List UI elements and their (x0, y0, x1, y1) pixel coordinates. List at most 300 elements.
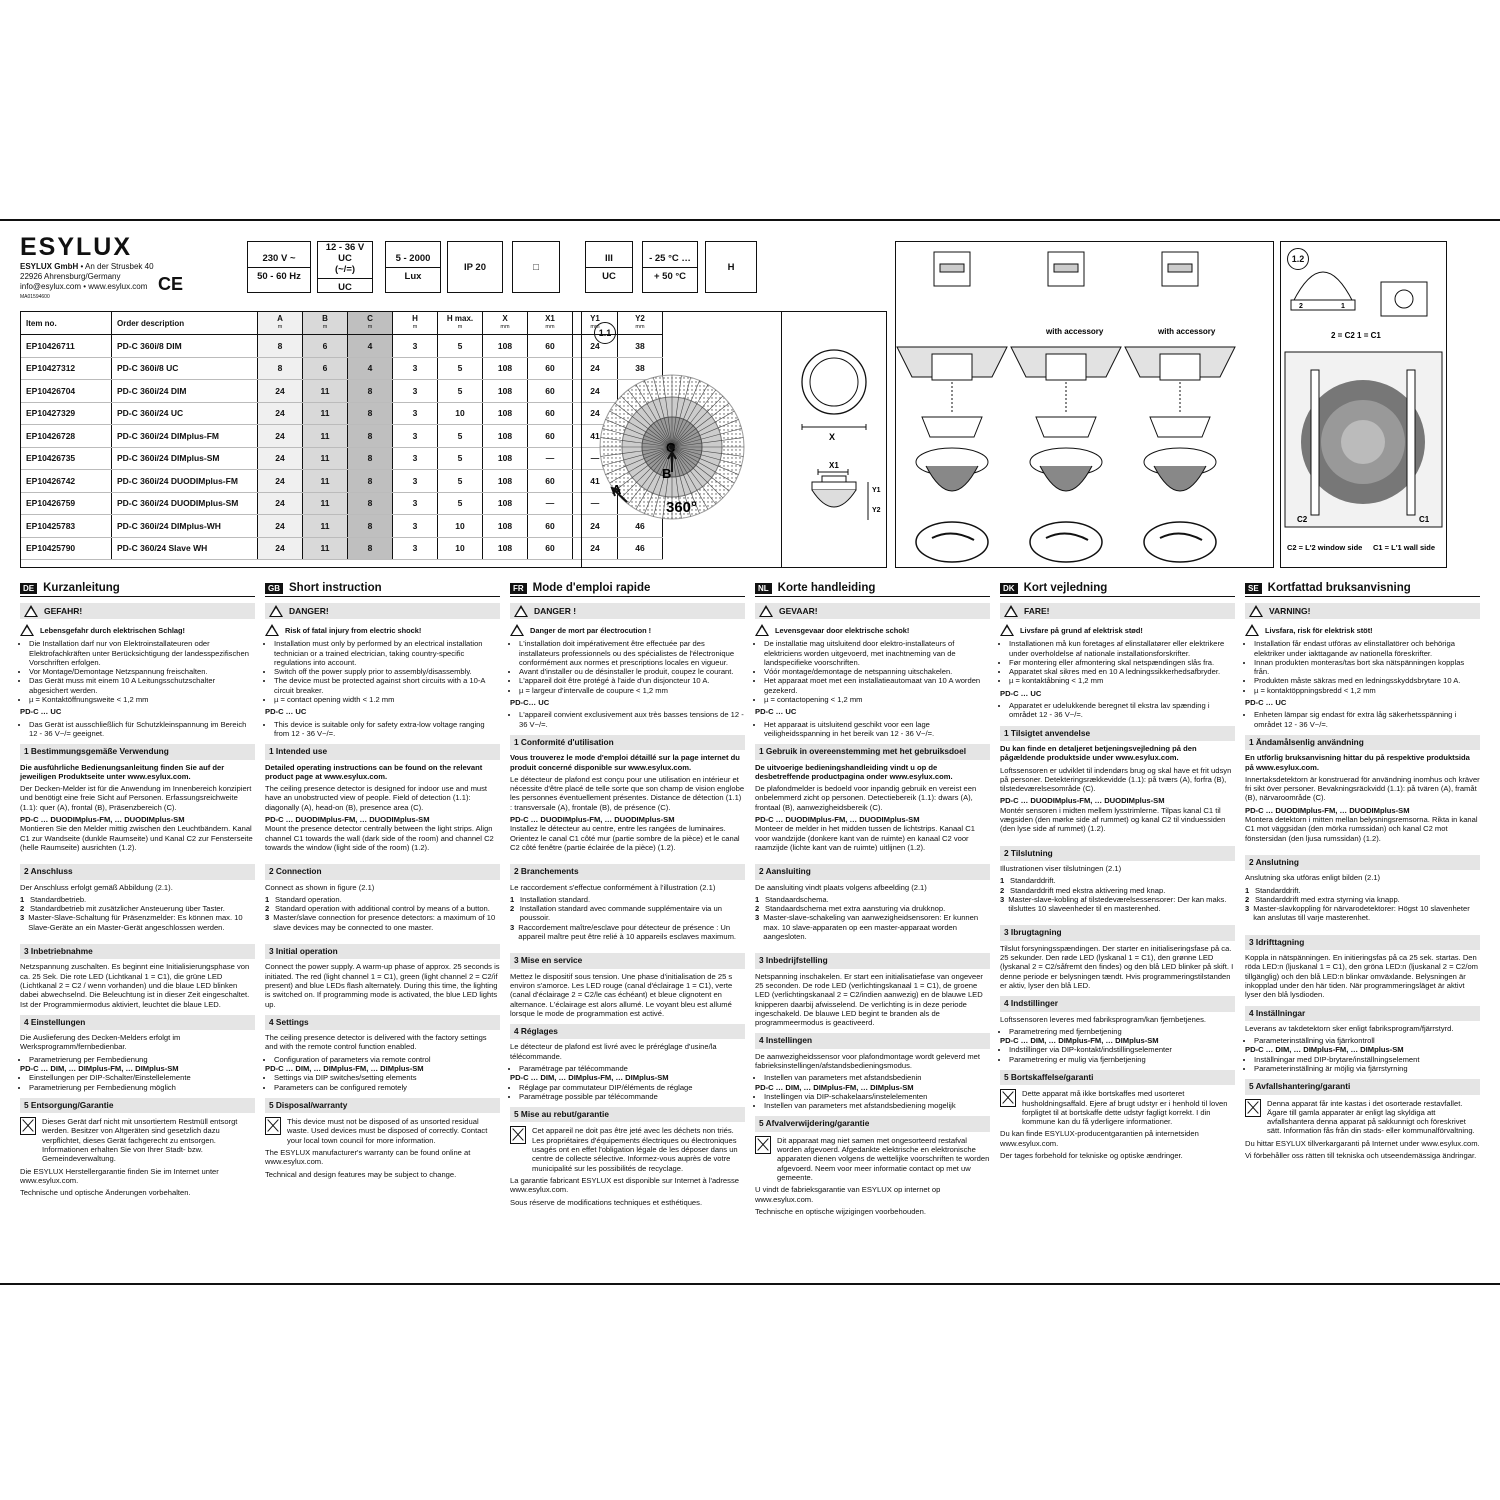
table-cell: 24 (258, 470, 303, 493)
warning-icon (24, 605, 38, 617)
table-cell: EP10426728 (21, 425, 112, 448)
instruction-sheet (0, 219, 1500, 1285)
section-2-text: Der Anschluss erfolgt gemäß Abbildung (2.1). (20, 882, 173, 892)
table-cell: PD-C 360i/24 DIMplus-WH (112, 515, 258, 538)
danger-header (265, 603, 500, 619)
list-item: • µ = contactopening < 1,2 mm (764, 695, 990, 704)
section-3-text: Netspanning inschakelen. Er start een initialisatiefase van ongeveer 25 seconden. De rode LED (verlichtingskanaal 1 = C1), de groene LED (verlichtingskanaal 2 = C2/indien aanwezig) en de blauwe LED knipperen daarbij afwisselend. De verlichting is in deze periode ingeschakeld. De blauwe LED begint te branden als de programmeermodus is geactiveerd. (755, 971, 983, 1028)
column-fr (510, 583, 745, 1273)
item-number: 1 (265, 894, 270, 904)
list-item: • L'installation doit impérativement être effectuée par des installateurs professionnels ou des spécialistes de l'électronique conformément aux normes et prescriptions locales en vigueur. (519, 639, 745, 667)
list-item: • Paramétrage par télécommande (519, 1064, 745, 1073)
table-cell: 11 (303, 402, 348, 425)
item-text: Installation standard avec commande supplémentaire via un poussoir. (519, 904, 722, 923)
sensor-n2: 2 (1299, 303, 1303, 310)
list-item: • Parameterinställning är möjlig via fjärrstyrning (1254, 1064, 1480, 1073)
item-text: Standard operation. (275, 894, 342, 904)
section-1-text: The ceiling presence detector is designed for indoor use and must have an unobstructed view of people. Field of detection (1.1): diagonally (A), head-on (B), presence area (C). (265, 784, 488, 812)
table-cell: 24 (573, 402, 618, 425)
section-1-text: Innertaksdetektorn är konstruerad för användning inomhus och kräver fri sikt över personer. Bevakningsräckvidd (1.1): på tvären (A), framåt (B), närvaroområde (C). (1245, 774, 1480, 803)
table-cell: 108 (483, 537, 528, 560)
section-4-label: PD-C … DIM, … DIMplus-FM, … DIMplus-SM (265, 1063, 424, 1073)
table-cell: 108 (483, 492, 528, 515)
sensor-n1: 1 (1341, 303, 1345, 310)
col-header (21, 312, 112, 335)
table-cell: 24 (258, 402, 303, 425)
list-item: • Produkten måste säkras med en ledningsskyddsbrytare 10 A. (1254, 676, 1480, 685)
section-1-text: De plafondmelder is bedoeld voor inpandig gebruik en vereist een onbelemmerd zicht op personen. Detectiebereik (1.1): dwars (A), frontaal (B), aanwezigheidsbereik (C). (755, 784, 977, 812)
table-cell: 60 (528, 537, 573, 560)
section-4-list (265, 1055, 500, 1064)
column-nl (755, 583, 990, 1273)
uc-list (20, 720, 255, 739)
item-number: 1 (510, 894, 515, 904)
section-5-text2: La garantie fabricant ESYLUX est disponible sur Internet à l'adresse www.esylux.com. (510, 1175, 739, 1195)
list-item: • Instellingen via DIP-schakelaars/instelelementen (764, 1092, 990, 1101)
table-cell: 5 (438, 425, 483, 448)
mount-box-2 (1160, 354, 1200, 380)
section-4-heading: 4 Inställningar (1245, 1006, 1480, 1021)
table-cell: 60 (528, 357, 573, 380)
col-header-unit: m (412, 324, 418, 330)
section-1-label: PD-C … DUODIMplus-FM, … DUODIMplus-SM (265, 815, 430, 825)
column-dk (1000, 583, 1235, 1273)
electric-warning-icon (755, 624, 769, 636)
warning-text: Danger de mort par électrocution ! (530, 625, 652, 635)
table-row (21, 335, 663, 358)
section-5-heading: 5 Mise au rebut/garantie (510, 1107, 745, 1122)
item-text: Raccordement maître/esclave pour détecteur de présence : Un appareil maître peut être relié à 10 appareils esclaves maximum. (518, 922, 737, 942)
col-header-unit: m (367, 324, 373, 330)
col-header-label: Order description (117, 318, 185, 328)
section-5-heading: 5 Disposal/warranty (265, 1098, 500, 1113)
table-cell: 3 (393, 492, 438, 515)
table-cell: EP10426742 (21, 470, 112, 493)
crossed-bin-icon (1245, 1099, 1261, 1117)
language-code: DE (20, 583, 37, 594)
warning-text: Livsfara, risk för elektrisk stöt! (1265, 625, 1373, 635)
table-cell: 60 (528, 335, 573, 358)
section-3-heading: 3 Ibrugtagning (1000, 925, 1235, 940)
uc-list (755, 720, 990, 739)
column-header (1000, 583, 1235, 597)
warning-text: Lebensgefahr durch elektrischen Schlag! (40, 625, 185, 635)
section-1-heading: 1 Tilsigtet anvendelse (1000, 726, 1235, 741)
section-2-heading: 2 Tilslutning (1000, 846, 1235, 861)
list-item: • Enheten lämpar sig endast för extra låg säkerhetsspänning i området 12 - 36 V~/=. (1254, 710, 1480, 729)
section-4-heading: 4 Indstillinger (1000, 996, 1235, 1011)
table-cell: 5 (438, 470, 483, 493)
cover-ring-2 (1144, 522, 1216, 562)
list-item (265, 904, 500, 913)
col-header-label: Y1 (590, 314, 600, 323)
spec-top: 12 - 36 V UC (325, 241, 365, 264)
table-cell: 5 (438, 447, 483, 470)
table-cell: PD-C 360i/24 DUODIMplus-FM (112, 470, 258, 493)
list-item: • Switch off the power supply prior to assembly/disassembly. (274, 667, 500, 676)
table-cell: 24 (258, 537, 303, 560)
section-2-text: Illustrationen viser tilslutningen (2.1) (1000, 863, 1122, 873)
crossed-bin-icon (20, 1117, 36, 1135)
section-5-text3: Technical and design features may be subject to change. (265, 1169, 457, 1179)
danger-header (510, 603, 745, 619)
col-header-label: A (277, 314, 283, 323)
list-item: • Før montering eller afmontering skal netspændingen slås fra. (1009, 658, 1235, 667)
table-cell: 11 (303, 537, 348, 560)
item-text: Standaardschema met extra aansturing via drukknop. (765, 904, 946, 914)
table-cell: 108 (483, 335, 528, 358)
table-row (21, 447, 663, 470)
danger-header (1000, 603, 1235, 619)
col-header-label: X (502, 314, 508, 323)
item-text: Master-slave-schakeling van aanwezigheidsensoren: Er kunnen max. 10 slave-apparaten op een master-apparaat worden aangesloten. (763, 913, 979, 942)
table-cell: 11 (303, 470, 348, 493)
item-text: Master/slave connection for presence detectors: a maximum of 10 slave devices may be connected to one master. (273, 913, 496, 932)
section-4-text: Leverans av takdetektorn sker enligt fabriksprogram/fjärrstyrd. (1245, 1023, 1454, 1033)
col-header (303, 312, 348, 335)
spec-bottom: + 50 °C (643, 267, 697, 282)
detection-range-diagram (582, 312, 782, 567)
column-header (1245, 583, 1480, 597)
section-2-heading: 2 Connection (265, 864, 500, 879)
section-1-text2: Mount the presence detector centrally between the light strips. Align channel C1 towards the wall (dark side of the room) and channel C2 towards the window (light side of the room) (1.2). (265, 824, 494, 852)
section-5-text3: Technische en optische wijzigingen voorbehouden. (755, 1206, 926, 1216)
table-row (21, 492, 663, 515)
spec-box-1 (317, 241, 373, 293)
section-1-heading: 1 Intended use (265, 744, 500, 759)
spec-top: H (727, 261, 735, 273)
item-text: Standarddrift med ekstra aktivering med knap. (1010, 885, 1166, 895)
table-cell: PD-C 360i/8 DIM (112, 335, 258, 358)
col-header-unit: mm (590, 324, 600, 330)
table-cell: 8 (348, 402, 393, 425)
warning-icon (269, 605, 283, 617)
section-4-label: PD-C … DIM, … DIMplus-FM, … DIMplus-SM (510, 1073, 669, 1083)
safety-list (20, 639, 255, 704)
table-cell: 108 (483, 447, 528, 470)
table-cell: PD-C 360i/24 DUODIMplus-SM (112, 492, 258, 515)
col-header (112, 312, 258, 335)
spec-mid: (~/=) (334, 263, 356, 275)
language-columns (20, 583, 1480, 1273)
section-1-heading: 1 Gebruik in overeenstemming met het gebruiksdoel (755, 744, 990, 759)
label-360: 360° (666, 499, 698, 516)
city: 22926 Ahrensburg/Germany (20, 272, 121, 281)
section-5-heading: 5 Afvalverwijdering/garantie (755, 1116, 990, 1131)
item-number: 3 (755, 913, 760, 923)
item-number: 1 (1245, 885, 1250, 895)
item-text: Standaardschema. (765, 894, 829, 904)
dimension-diagram (781, 312, 887, 567)
section-5-text: Dette apparat må ikke bortskaffes med usorteret husholdningsaffald. Ejere af brugt udstyr er i henhold til loven forpligtet til at bortskaffe dette udstyr fagligt korrekt. I din kommune kan du få yderligere informationer. (1022, 1089, 1228, 1127)
table-cell: 24 (573, 380, 618, 403)
section-2-text: Le raccordement s'effectue conformément à l'illustration (2.1) (510, 882, 716, 892)
uc-label: PD-C … UC (20, 707, 62, 717)
section-5-text: Dit apparaat mag niet samen met ongesorteerd restafval worden afgevoerd. Afgedankte elektrische en elektronische apparaten dienen volgens de wettelijke voorschriften te worden afgevoerd. Neem voor meer informatie contact op met uw gemeente. (777, 1135, 990, 1182)
table-cell: 24 (258, 380, 303, 403)
label-c: C (666, 440, 676, 455)
column-se (1245, 583, 1480, 1273)
section-5-text3: Technische und optische Änderungen vorbehalten. (20, 1188, 191, 1198)
cover-ring-0 (916, 522, 988, 562)
spec-box-5 (585, 241, 633, 293)
danger-label: GEVAAR! (779, 605, 818, 616)
table-cell: 4 (348, 335, 393, 358)
section-4-text: Die Auslieferung des Decken-Melders erfolgt im Werksprogramm/fernbedienbar. (20, 1033, 181, 1052)
table-cell: 8 (348, 447, 393, 470)
disposal-block (755, 1136, 990, 1182)
table-cell: 8 (348, 425, 393, 448)
section-5-text: Dieses Gerät darf nicht mit unsortiertem Restmüll entsorgt werden. Besitzer von Altgeräten sind gesetzlich dazu verpflichtet, dieses Gerät fachgerecht zu entsorgen. Informationen erhalten Sie von Ihrer Stadt- bzw. Gemeindeverwaltung. (42, 1117, 238, 1164)
table-row (21, 425, 663, 448)
section-4-label: PD-C … DIM, … DIMplus-FM, … DIMplus-SM (20, 1063, 179, 1073)
section-4-list (20, 1055, 255, 1064)
mounting-figures (895, 241, 1274, 568)
table-row (21, 515, 663, 538)
electric-warning-icon (20, 624, 34, 636)
uc-label: PD-C … UC (1000, 688, 1042, 698)
item-number: 3 (1000, 894, 1005, 904)
col-header (438, 312, 483, 335)
spec-table (21, 312, 663, 560)
table-cell: 24 (573, 357, 618, 380)
item-text: Master-slave-kobling af tilstedeværelsessensorer: Der kan maks. tilsluttes 10 slaveenheder til en masterenhed. (1008, 894, 1227, 914)
table-cell: 11 (303, 515, 348, 538)
section-1-bold: En utförlig bruksanvisning hittar du på respektive produktsida på www.esylux.com. (1245, 753, 1470, 772)
item-text: Master-Slave-Schaltung für Präsenzmelder: Es können max. 10 Slave-Geräte an ein Master-Gerät angeschlossen werden. (28, 913, 243, 932)
doc-number: MA01594600 (20, 294, 50, 300)
section-5-text2: U vindt de fabrieksgarantie van ESYLUX op internet op www.esylux.com. (755, 1185, 941, 1204)
item-text: Standardbetrieb mit zusätzlicher Ansteuerung über Taster. (30, 904, 225, 914)
table-cell: PD-C 360/24 Slave WH (112, 537, 258, 560)
table-cell: 4 (348, 357, 393, 380)
table-cell: PD-C 360i/24 UC (112, 402, 258, 425)
table-cell: 8 (258, 335, 303, 358)
figure-badge-1-2: 1.2 (1287, 248, 1309, 270)
list-item: • Das Gerät muss mit einem 10 A Leitungsschutzschalter abgesichert werden. (29, 676, 255, 695)
list-item: • Inställningar med DIP-brytare/inställningselement (1254, 1055, 1480, 1064)
warning-text: Risk of fatal injury from electric shock! (285, 625, 422, 635)
language-code: SE (1245, 583, 1262, 594)
table-cell: 3 (393, 515, 438, 538)
uc-list (1245, 710, 1480, 729)
col-header (258, 312, 303, 335)
label-a: A (612, 482, 622, 497)
language-code: NL (755, 583, 772, 594)
col-header-label: X1 (545, 314, 555, 323)
language-code: FR (510, 583, 527, 594)
section-5-text3: Der tages forbehold for tekniske og optiske ændringer. (1000, 1151, 1183, 1161)
section-1-heading: 1 Bestimmungsgemäße Verwendung (20, 744, 255, 759)
section-2-text: De aansluiting vindt plaats volgens afbeelding (2.1) (755, 882, 927, 892)
table-cell: 24 (258, 492, 303, 515)
list-item: • Installation får endast utföras av elinstallatörer och behöriga elektriker under iakttagande av nationella föreskrifter. (1254, 639, 1480, 658)
section-4-list-2 (20, 1073, 255, 1092)
section-1-heading: 1 Ändamålsenlig användning (1245, 735, 1480, 750)
disposal-block (20, 1117, 255, 1163)
table-cell: — (573, 447, 618, 470)
warning-text: Levensgevaar door elektrische schok! (775, 625, 910, 635)
table-cell: 38 (618, 335, 663, 358)
table-cell: 24 (573, 537, 618, 560)
section-5-text: Denna apparat får inte kastas i det osorterade restavfallet. Ägare till gamla apparater är enligt lag skyldiga att avfallshantera denna apparat på sakkunnigt och föreskrivet sätt. Information fås från din stads- eller kommunalförvaltning. (1267, 1098, 1475, 1136)
col-header-unit: m (277, 324, 283, 330)
section-5-heading: 5 Avfallshantering/garanti (1245, 1079, 1480, 1094)
section-1-bold: Die ausführliche Bedienungsanleitung finden Sie auf der jeweiligen Produktseite unter www.esylux.com. (20, 762, 225, 781)
uc-list (265, 720, 500, 739)
col-header (348, 312, 393, 335)
sensor-lens-0 (926, 466, 978, 491)
uc-label: PD-C … UC (755, 707, 797, 717)
ce-mark: CE (158, 274, 184, 294)
list-item: • Avant d'installer ou de désinstaller le produit, coupez le courant. (519, 667, 745, 676)
table-cell: EP10425790 (21, 537, 112, 560)
section-2-heading: 2 Aansluiting (755, 864, 990, 879)
col-header-label: H (412, 314, 418, 323)
list-item: • Das Gerät ist ausschließlich für Schutzkleinspannung im Bereich 12 - 36 V~/= geeignet. (29, 720, 255, 739)
table-cell: PD-C 360i/24 DIMplus-FM (112, 425, 258, 448)
spec-box-3 (447, 241, 503, 293)
table-cell: 24 (258, 425, 303, 448)
section-4-list-2 (510, 1083, 745, 1102)
list-item (755, 913, 990, 941)
item-number: 2 (1245, 894, 1250, 904)
section-4-text: The ceiling presence detector is delivered with the factory settings and with the remote control function enabled. (265, 1033, 487, 1052)
uc-label: PD-C … UC (265, 707, 307, 717)
item-text: Master-slavkoppling för närvarodetektorer: Högst 10 slavenheter kan anslutas till varje masterenhet. (1253, 904, 1470, 923)
list-item: • Parametrierung per Fernbedienung möglich (29, 1083, 255, 1092)
list-item (20, 904, 255, 913)
table-cell: 3 (393, 447, 438, 470)
list-item: • Paramétrage possible par télécommande (519, 1092, 745, 1101)
section-1-label: PD-C … DUODIMplus-FM, … DUODIMplus-SM (510, 815, 675, 825)
company-address (20, 262, 220, 292)
col-header (393, 312, 438, 335)
list-item: • Installation must only by performed by an electrical installation technician or a trained electrician, taking country-specific regulations into account. (274, 639, 500, 667)
section-1-text: Der Decken-Melder ist für die Anwendung im Innenbereich konzipiert und benötigt eine freie Sicht auf Personen. Erfassungsreichweite (1.1): quer (A), frontal (B), Präsenzbereich (C). (20, 784, 252, 812)
table-cell: 3 (393, 335, 438, 358)
section-3-text: Connect the power supply. A warm-up phase of approx. 25 seconds is initiated. The red (light channel 1 = C1), green (light channel 2 = C2/if present) and blue LEDs flash alternately. During this time, the lighting is switched on. If programming mode is activated, the blue LED lights up. (265, 962, 500, 1009)
list-item: • Configuration of parameters via remote control (274, 1055, 500, 1064)
crossed-bin-icon (755, 1136, 771, 1154)
section-1-text2: Monteer de melder in het midden tussen de lichtstrips. Kanaal C1 voor wandzijde (donkere kant van de ruimte) en kanaal C2 voor raamzijde (lichte kant van de ruimte) uitlijnen (1.2). (755, 824, 975, 852)
dim-x: X (829, 432, 836, 442)
table-cell: 60 (528, 470, 573, 493)
figure-1-2 (1280, 241, 1447, 568)
spec-bottom: Lux (386, 267, 440, 282)
spec-box-6 (642, 241, 698, 293)
section-2-text: Connect as shown in figure (2.1) (265, 882, 375, 892)
col-header-unit: m (457, 324, 463, 330)
section-4-label: PD-C … DIM, … DIMplus-FM, … DIMplus-SM (1000, 1036, 1159, 1046)
table-cell: — (528, 492, 573, 515)
list-item: • Einstellungen per DIP-Schalter/Einstellelemente (29, 1073, 255, 1082)
mount-box-1 (1046, 354, 1086, 380)
table-cell: 60 (528, 380, 573, 403)
list-item: • µ = contact opening width < 1.2 mm (274, 695, 500, 704)
safety-list (1245, 639, 1480, 695)
section-1-heading: 1 Conformité d'utilisation (510, 735, 745, 750)
spec-table-box (20, 311, 887, 568)
section-5-text: This device must not be disposed of as unsorted residual waste. Used devices must be disposed of correctly. Contact your local town council for more information. (287, 1117, 488, 1145)
table-cell: 6 (303, 357, 348, 380)
section-4-list (1245, 1036, 1480, 1045)
section-1-label: PD-C … DUODIMplus-FM, … DUODIMplus-SM (1245, 805, 1410, 815)
safety-list (1000, 639, 1235, 685)
warning-icon (514, 605, 528, 617)
column-header (265, 583, 500, 597)
table-cell: 108 (483, 425, 528, 448)
contact: info@esylux.com • www.esylux.com (20, 282, 148, 291)
disposal-block (1245, 1099, 1480, 1136)
list-item (1245, 886, 1480, 895)
section-3-heading: 3 Inbedrijfstelling (755, 953, 990, 968)
table-cell: EP10426704 (21, 380, 112, 403)
list-item: • Instellen van parameters met afstandsbediening mogelijk (764, 1101, 990, 1110)
section-4-text: De aanwezigheidssensor voor plafondmontage wordt geleverd met fabrieksinstellingen/afstandsbedieningsmodus. (755, 1051, 980, 1070)
table-cell: 8 (348, 470, 393, 493)
table-cell: 24 (573, 515, 618, 538)
disposal-block (510, 1126, 745, 1172)
section-3-heading: 3 Mise en service (510, 953, 745, 968)
item-number: 2 (755, 904, 760, 914)
shock-warning (1000, 624, 1235, 636)
legend-window-side: C2 = L'2 window side (1287, 543, 1363, 552)
danger-header (1245, 603, 1480, 619)
column-title: Short instruction (289, 582, 382, 594)
col-header-unit: mm (500, 324, 510, 330)
spec-bottom: UC (586, 267, 632, 282)
table-cell: 24 (258, 515, 303, 538)
item-text: Installation standard. (520, 894, 591, 904)
item-text: Standardbetrieb. (30, 894, 87, 904)
table-cell: 11 (303, 492, 348, 515)
item-text: Standarddrift. (1255, 885, 1301, 895)
table-cell: 3 (393, 470, 438, 493)
danger-header (755, 603, 990, 619)
table-cell: EP10426759 (21, 492, 112, 515)
col-header (483, 312, 528, 335)
section-4-heading: 4 Instellingen (755, 1033, 990, 1048)
section-1-text2: Installez le détecteur au centre, entre les rangées de luminaires. Orientez le canal C1 côté mur (partie sombre de la pièce) et le canal C2 côté fenêtre (partie éclairée de la pièce) (1.2). (510, 824, 740, 852)
table-cell: 5 (438, 492, 483, 515)
section-4-label: PD-C … DIM, … DIMplus-FM, … DIMplus-SM (1245, 1045, 1404, 1055)
column-title: Kurzanleitung (43, 582, 120, 594)
item-number: 2 (265, 904, 270, 914)
table-cell: 10 (438, 537, 483, 560)
list-item: • µ = kontaktöppningsbredd < 1,2 mm (1254, 686, 1480, 695)
section-4-text: Le détecteur de plafond est livré avec le préréglage d'usine/la télécommande. (510, 1042, 717, 1061)
section-4-list-2 (265, 1073, 500, 1092)
spec-top: - 25 °C … (649, 252, 691, 264)
section-2-text: Anslutning ska utföras enligt bilden (2.1) (1245, 873, 1381, 883)
column-de (20, 583, 255, 1273)
list-item (1000, 876, 1235, 885)
list-item: • Parameterinställning via fjärrkontroll (1254, 1036, 1480, 1045)
section-1-label: PD-C … DUODIMplus-FM, … DUODIMplus-SM (20, 815, 185, 825)
column-title: Korte handleiding (777, 582, 876, 594)
figure-badge-1-1: 1.1 (594, 322, 616, 344)
safety-list (265, 639, 500, 704)
item-number: 2 (20, 904, 25, 914)
electric-warning-icon (1245, 624, 1259, 636)
section-1-bold: Du kan finde en detaljeret betjeningsvejledning på den pågældende produktside under www.esylux.com. (1000, 743, 1197, 763)
danger-label: GEFAHR! (44, 605, 83, 616)
table-cell: 108 (483, 357, 528, 380)
section-5-text3: Sous réserve de modifications techniques et esthétiques. (510, 1197, 703, 1207)
brand-block (20, 233, 220, 300)
section-3-heading: 3 Idrifttagning (1245, 935, 1480, 950)
